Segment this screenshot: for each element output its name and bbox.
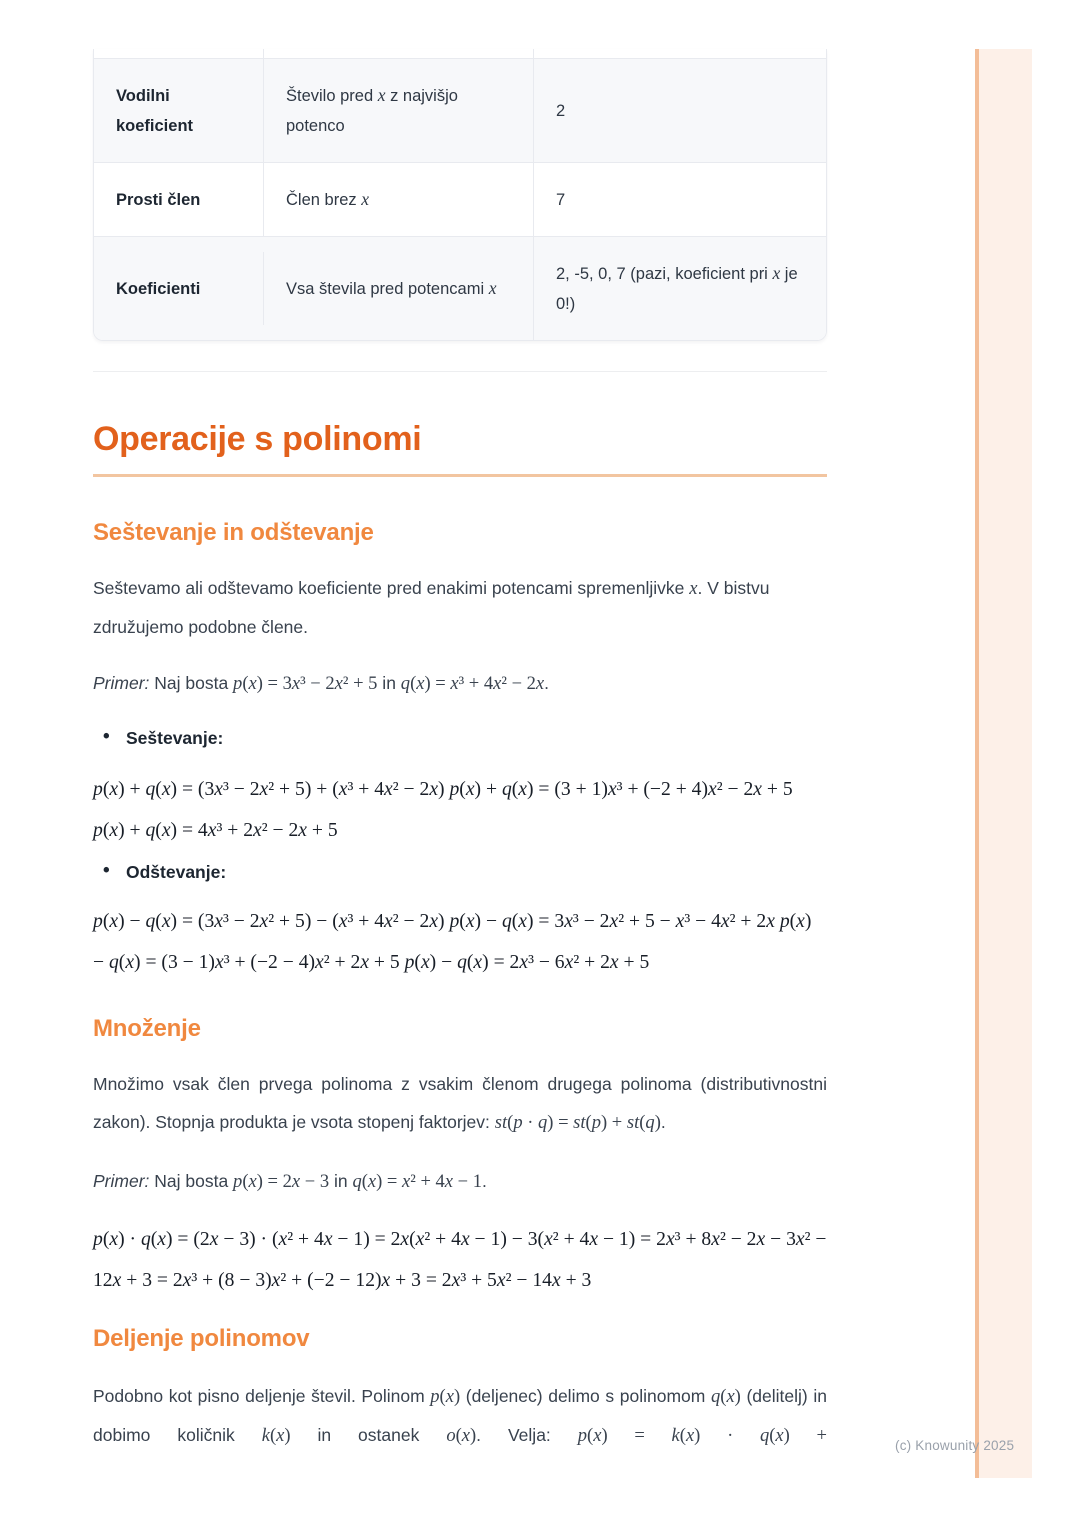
subheading-multiplication: Množenje [93,1015,201,1042]
title-underline [93,474,827,477]
subheading-division: Deljenje polinomov [93,1325,310,1352]
row-label: Koeficienti [116,279,201,298]
addition-intro-paragraph: Seštevamo ali odštevamo koeficiente pred enakimi potencami spremenljivke x. V bistvu združujemo podobne člene. [93,578,770,637]
subheading-addition-subtraction: Seštevanje in odštevanje [93,519,374,546]
multiplication-example-line: Primer: Naj bosta p(x) = 2x − 3 in q(x) = x² + 4x − 1. [93,1171,487,1192]
division-intro-paragraph: Podobno kot pisno deljenje števil. Polinom p(x) (deljenec) delimo s polinomom q(x) (delitelj) in dobimo količnik k(x) in ostanek o(x). Velja: p(x) = k(x) · q(x) + [93,1386,828,1446]
bullet-subtraction: • Odštevanje: [93,859,827,885]
row-value: 2, -5, 0, 7 (pazi, koeficient pri x je 0!) [533,237,826,340]
content-column [93,0,827,1455]
page-edge-accent-bar [975,49,1032,1478]
bullet-addition: • Seštevanje: [93,725,827,751]
row-description: Člen brez x [263,163,533,236]
table-row-cutoff [94,49,826,58]
polynomial-terms-table [93,49,827,341]
copyright-footer: (c) Knowunity 2025 [895,1438,1015,1453]
subtraction-formula: p(x) − q(x) = (3x³ − 2x² + 5) − (x³ + 4x² − 2x) p(x) − q(x) = 3x³ − 2x² + 5 − x³ − 4x² + 2x p(x) − q(x) = (3 − 1)x³ + (−2 − 4)x² + 2x + 5 p(x) − q(x) = 2x³ − 6x² + 2x + 5 [93,911,812,973]
table-row [94,236,826,340]
multiplication-formula: p(x) · q(x) = (2x − 3) · (x² + 4x − 1) = 2x(x² + 4x − 1) − 3(x² + 4x − 1) = 2x³ + 8x² − 2x − 3x² − 12x + 3 = 2x³ + (8 − 3)x² + (−2 − 12)x + 3 = 2x³ + 5x² − 14x + 3 [93,1229,827,1291]
section-divider [93,371,827,372]
row-label: Vodilni koeficient [116,86,194,135]
page-title: Operacije s polinomi [93,420,422,458]
row-value: 2 [533,59,826,162]
table-row [94,162,826,236]
table-row [94,58,826,162]
row-value: 7 [533,163,826,236]
addition-formula: p(x) + q(x) = (3x³ − 2x² + 5) + (x³ + 4x² − 2x) p(x) + q(x) = (3 + 1)x³ + (−2 + 4)x² − 2x + 5 p(x) + q(x) = 4x³ + 2x² − 2x + 5 [93,779,793,841]
row-description: Vsa števila pred potencami x [263,252,533,325]
row-description: Število pred x z najvišjo potenco [263,59,533,162]
multiplication-intro-paragraph: Množimo vsak člen prvega polinoma z vsakim členom drugega polinoma (distributivnostni zakon). Stopnja produkta je vsota stopenj faktorjev: st(p · q) = st(p) + st(q). [93,1074,827,1133]
addition-example-line: Primer: Naj bosta p(x) = 3x³ − 2x² + 5 in q(x) = x³ + 4x² − 2x. [93,673,550,694]
row-label: Prosti člen [116,190,201,209]
